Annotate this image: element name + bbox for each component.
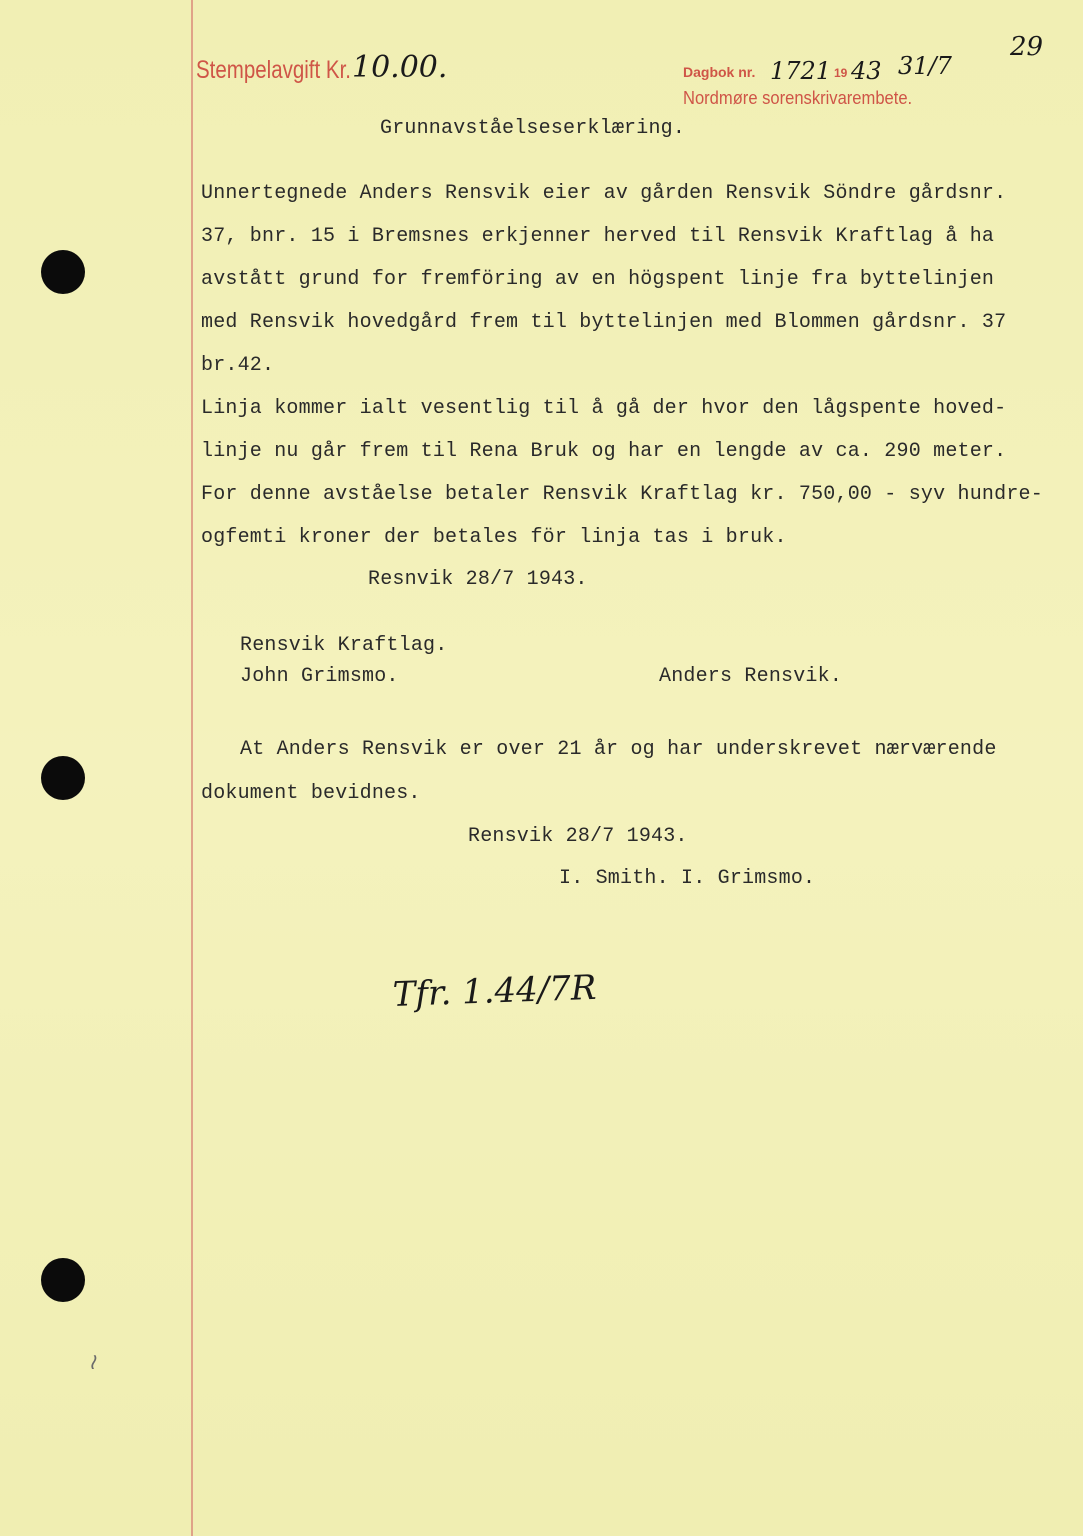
punch-hole-bottom bbox=[41, 1258, 85, 1302]
journal-label: Dagbok nr. bbox=[683, 64, 756, 80]
witness-line: dokument bevidnes. bbox=[201, 782, 421, 805]
body-line: avstått grund for fremföring av en högspent linje fra byttelinjen bbox=[201, 268, 995, 291]
signatory-org: Rensvik Kraftlag. bbox=[240, 634, 448, 657]
body-line: 37, bnr. 15 i Bremsnes erkjenner herved til Rensvik Kraftlag å ha bbox=[201, 225, 995, 248]
punch-hole-middle bbox=[41, 756, 85, 800]
punch-hole-top bbox=[41, 250, 85, 294]
registry-note: Tfr. 1.44/7R bbox=[392, 967, 598, 1015]
stamp-fee-label: Stempelavgift Kr. bbox=[196, 56, 351, 84]
body-line: br.42. bbox=[201, 354, 275, 377]
journal-number: 1721 bbox=[770, 57, 832, 85]
body-line: med Rensvik hovedgård frem til byttelinjen med Blommen gårdsnr. 37 bbox=[201, 311, 1007, 334]
witness-place-date: Rensvik 28/7 1943. bbox=[468, 825, 688, 848]
body-line: linje nu går frem til Rena Bruk og har en lengde av ca. 290 meter. bbox=[201, 440, 1007, 463]
journal-year-prefix: 19 bbox=[834, 66, 848, 80]
stamp-fee-amount: 10.00. bbox=[352, 50, 448, 85]
journal-date: 31/7 bbox=[898, 52, 952, 80]
page-number: 29 bbox=[1010, 32, 1044, 62]
witness-line: At Anders Rensvik er over 21 år og har underskrevet nærværende bbox=[240, 738, 997, 761]
office-name: Nordmøre sorenskrivarembete. bbox=[683, 88, 913, 108]
document-title: Grunnavståelseserklæring. bbox=[380, 117, 686, 140]
witness-names: I. Smith. I. Grimsmo. bbox=[559, 867, 816, 890]
body-line: ogfemti kroner der betales för linja tas i bruk. bbox=[201, 526, 787, 549]
margin-line bbox=[191, 0, 193, 1536]
body-line: Linja kommer ialt vesentlig til å gå der hvor den lågspente hoved- bbox=[201, 397, 1007, 420]
place-date: Resnvik 28/7 1943. bbox=[368, 568, 588, 591]
pencil-mark-icon: ≀ bbox=[88, 1350, 97, 1375]
signatory-org-person: John Grimsmo. bbox=[240, 665, 399, 688]
signatory-owner: Anders Rensvik. bbox=[659, 665, 843, 688]
body-line: For denne avståelse betaler Rensvik Kraftlag kr. 750,00 - syv hundre- bbox=[201, 483, 1043, 506]
journal-year: 43 bbox=[851, 57, 882, 85]
body-line: Unnertegnede Anders Rensvik eier av gården Rensvik Söndre gårdsnr. bbox=[201, 182, 1007, 205]
